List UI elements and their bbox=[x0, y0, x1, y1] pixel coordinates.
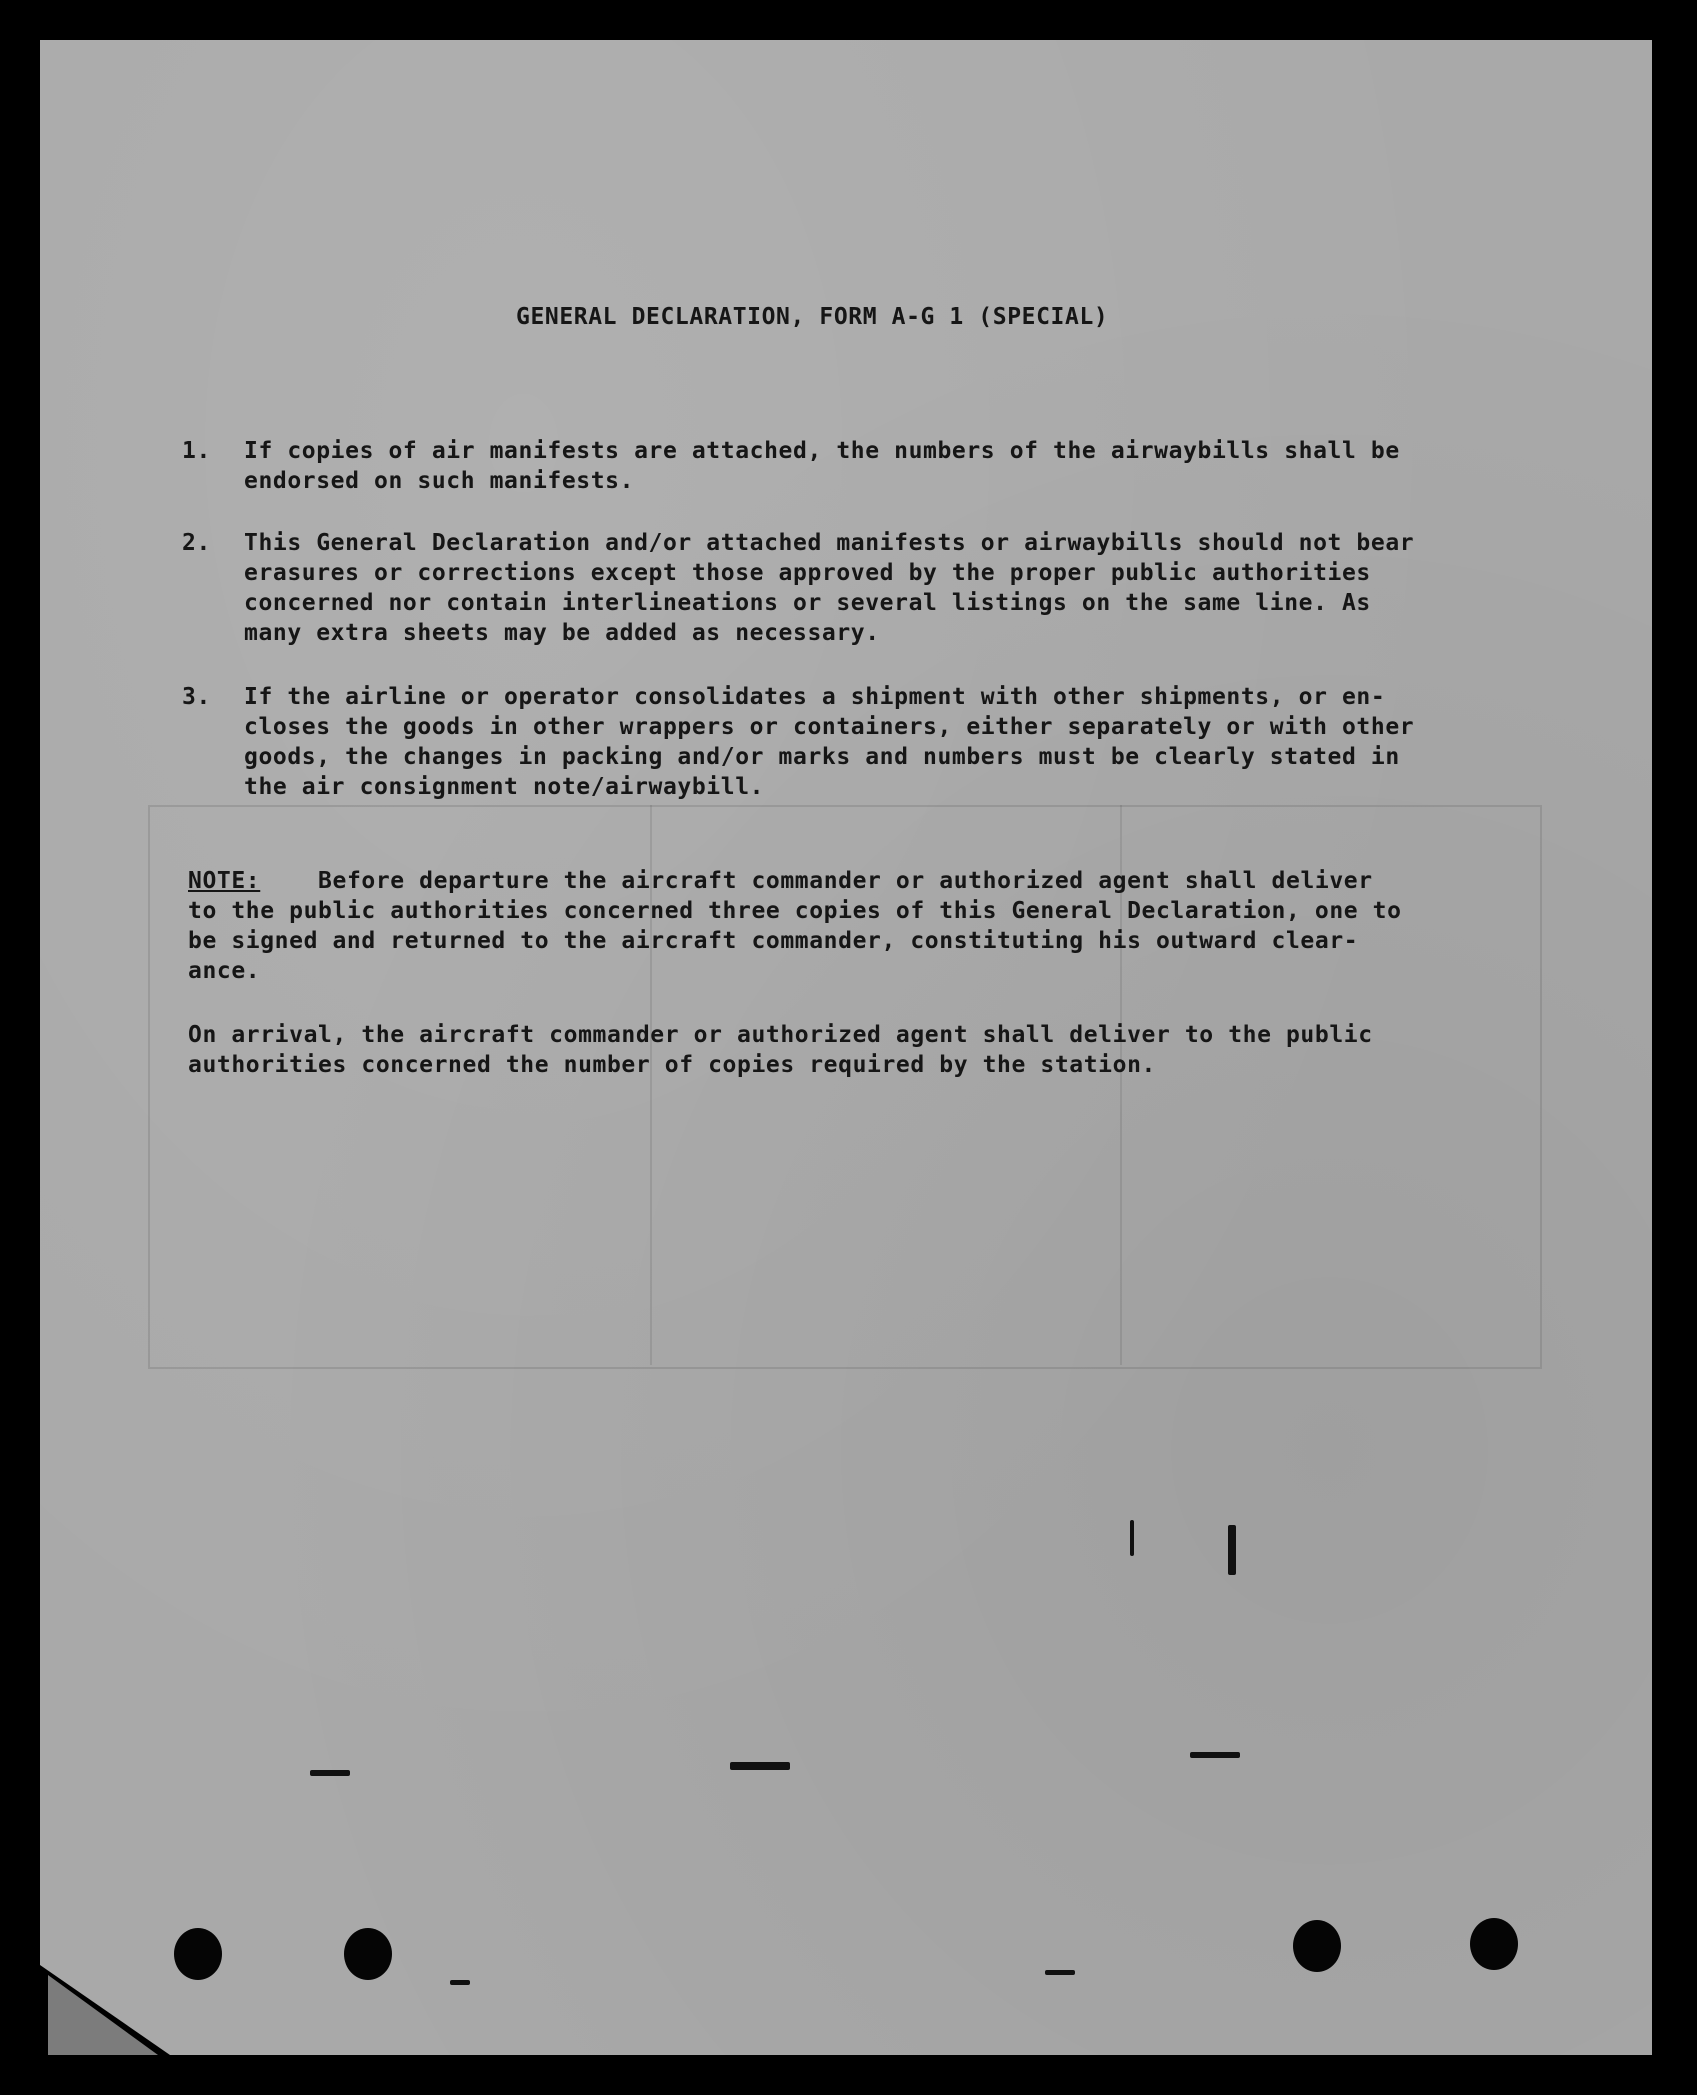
speck bbox=[450, 1980, 470, 1985]
punch-hole bbox=[1293, 1920, 1341, 1972]
item-number: 2. bbox=[182, 530, 211, 556]
arrival-line: authorities concerned the number of copies required by the station. bbox=[188, 1052, 1156, 1078]
item-line: concerned nor contain interlineations or several listings on the same line. As bbox=[244, 590, 1371, 616]
item-text bbox=[244, 528, 1544, 648]
item-line: This General Declaration and/or attached manifests or airwaybills should not bear bbox=[244, 530, 1415, 556]
arrival-line: On arrival, the aircraft commander or authorized agent shall deliver to the public bbox=[188, 1022, 1373, 1048]
form-title: GENERAL DECLARATION, FORM A-G 1 (SPECIAL) bbox=[516, 304, 1109, 330]
item-line: closes the goods in other wrappers or containers, either separately or with other bbox=[244, 714, 1415, 740]
item-number: 3. bbox=[182, 684, 211, 710]
punch-hole bbox=[344, 1928, 392, 1980]
note-line: to the public authorities concerned three copies of this General Declaration, one to bbox=[188, 898, 1402, 924]
punch-hole bbox=[174, 1928, 222, 1980]
document-page bbox=[40, 40, 1652, 2055]
item-line: erasures or corrections except those approved by the proper public authorities bbox=[244, 560, 1371, 586]
speck bbox=[1190, 1752, 1240, 1758]
item-line: goods, the changes in packing and/or marks and numbers must be clearly stated in bbox=[244, 744, 1400, 770]
note-line-text: Before departure the aircraft commander or authorized agent shall deliver bbox=[318, 868, 1373, 894]
punch-hole bbox=[1470, 1918, 1518, 1970]
speck bbox=[310, 1770, 350, 1776]
item-text bbox=[244, 436, 1544, 496]
speck bbox=[1130, 1520, 1134, 1556]
note-paragraph bbox=[188, 866, 1556, 986]
item-line: If the airline or operator consolidates a shipment with other shipments, or en- bbox=[244, 684, 1386, 710]
folded-corner-highlight bbox=[48, 1975, 158, 2055]
note-line: be signed and returned to the aircraft commander, constituting his outward clear- bbox=[188, 928, 1359, 954]
speck bbox=[1045, 1970, 1075, 1975]
item-line: endorsed on such manifests. bbox=[244, 468, 635, 494]
note-label: NOTE: bbox=[188, 868, 261, 894]
note-line bbox=[188, 866, 1556, 896]
speck bbox=[730, 1762, 790, 1770]
item-line: If copies of air manifests are attached, the numbers of the airwaybills shall be bbox=[244, 438, 1400, 464]
item-text bbox=[244, 682, 1544, 802]
speck bbox=[1228, 1525, 1236, 1575]
arrival-paragraph bbox=[188, 1020, 1556, 1080]
note-line: ance. bbox=[188, 958, 261, 984]
item-number: 1. bbox=[182, 438, 211, 464]
item-line: many extra sheets may be added as necessary. bbox=[244, 620, 880, 646]
item-line: the air consignment note/airwaybill. bbox=[244, 774, 765, 800]
